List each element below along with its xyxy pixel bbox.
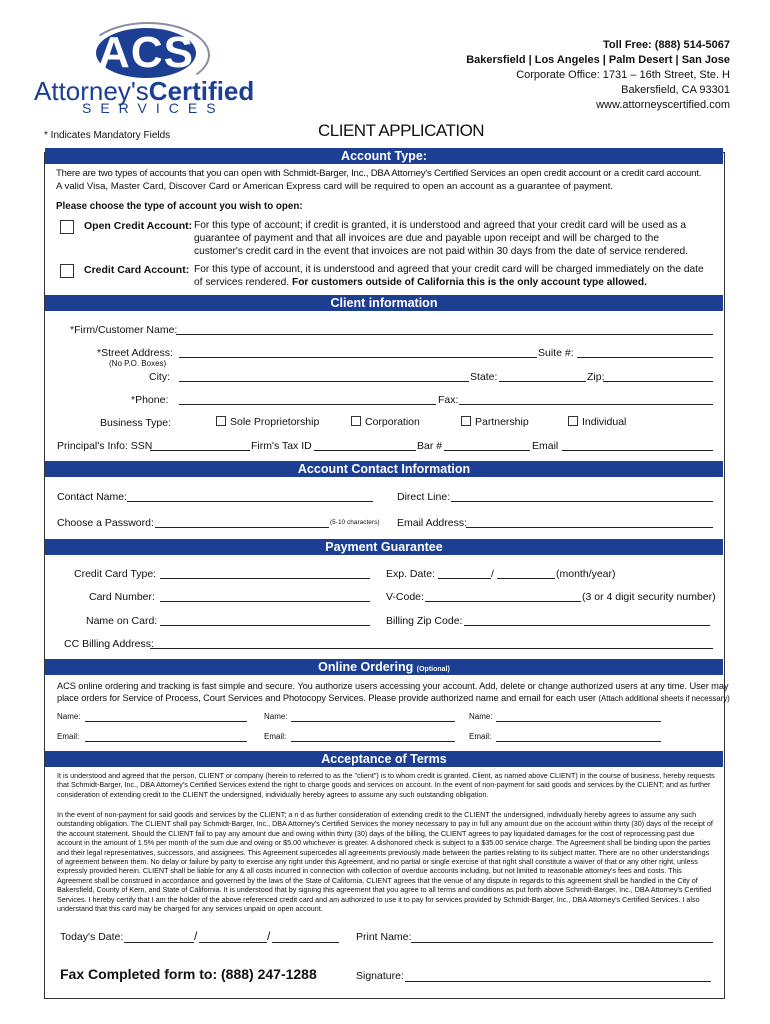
date-day-field[interactable] [199, 942, 267, 943]
billing-zip-label: Billing Zip Code: [386, 615, 463, 627]
card-number-field[interactable] [160, 601, 370, 602]
user2-name-field[interactable] [291, 721, 455, 722]
credit-card-text: For this type of account, it is understood and agreed that your credit card will be charged immediately on the date [194, 264, 704, 275]
terms-paragraph-1: It is understood and agreed that the person, CLIENT or company (herein to referred to as the "client") is to whom credit is granted. Client, as named above CLIENT) in the course of business, hereby requests that Schmidt-Barger, Inc., DBA Attorney's Certified Services extend the right to charge goods and services on account. In the event of non-payment for said goods and services by the CLIENT; and as further consideration of extending credit to the CLIENT the undersigned, individually hereby agrees to assume any such outstanding obligation. [57, 771, 715, 799]
user3-email-field[interactable] [496, 741, 661, 742]
date-slash: / [194, 929, 198, 943]
account-type-header: Account Type: [45, 148, 723, 164]
exp-year-field[interactable] [497, 578, 555, 579]
print-name-field[interactable] [411, 942, 713, 943]
form-title: CLIENT APPLICATION [318, 121, 485, 140]
payment-header: Payment Guarantee [45, 539, 723, 555]
user3-name-field[interactable] [496, 721, 661, 722]
credit-card-label: Credit Card Account: [84, 264, 190, 276]
password-field[interactable] [155, 527, 329, 528]
city-label: City: [149, 371, 170, 383]
principal-email-label: Email [532, 440, 559, 452]
corporate-office: Corporate Office: 1731 – 16th Street, Ste. H [516, 69, 730, 81]
online-text: place orders for Service of Process, Court Services and Photocopy Services. Please provide authorized name and email for each user (Attach additional sheets if necessary) [57, 693, 730, 703]
individual-label: Individual [582, 416, 627, 428]
mandatory-note: * Indicates Mandatory Fields [44, 130, 171, 141]
zip-field[interactable] [603, 381, 713, 382]
phone-field[interactable] [179, 404, 436, 405]
exp-month-field[interactable] [438, 578, 491, 579]
principal-email-field[interactable] [562, 450, 713, 451]
firm-name-label: *Firm/Customer Name: [70, 324, 178, 336]
date-slash: / [267, 929, 271, 943]
logo-services: SERVICES [82, 100, 225, 116]
contact-name-label: Contact Name: [57, 491, 128, 503]
suite-label: Suite #: [538, 347, 574, 359]
suite-field[interactable] [577, 357, 713, 358]
client-info-header: Client information [45, 295, 723, 311]
month-year-hint: (month/year) [556, 568, 616, 580]
print-name-label: Print Name: [356, 931, 412, 943]
user2-name-label: Name: [264, 712, 288, 721]
city-field[interactable] [179, 381, 469, 382]
user2-email-field[interactable] [291, 741, 455, 742]
acs-logo: ACS [96, 28, 196, 78]
exp-date-label: Exp. Date: [386, 568, 436, 580]
street-address-field[interactable] [179, 357, 537, 358]
terms-paragraph-2: In the event of non-payment for said goods and services by the CLIENT; a n d as further consideration of extending credit to the CLIENT the undersigned, individually hereby agrees to assume any such outstanding obligation. The CLIENT shall pay Schmidt-Barger, Inc., DBA Attorney's Certified Services the money necessary to pay in full any amount due on the account within thirty (30) days of the receipt of the account statement. Should the CLIENT fail to pay any amount due and owing within thirty (30) days of the billing, the CLIENT agrees to pay liquidated damages for the cost of reprocessing past due account in the amount of 1.5% per month of the sum due and owing or $5.00 whichever is greater. A dishonored check is subject to a $35.00 service charge. The Agreement shall be binding upon the parties and their legal representatives, successors, and assignees. This Agreement supercedes all agreements previously made between the parties relating to its subject matter. There are no other understandings of agreement between them. No delay or failure by party to exercise any right under this Agreement, and no partial or single exercise of that right shall constitute a waiver of that or any other right, unless expressly provided herein. CLIENT shall be liable for any & all costs incurred in connection with collection of overdue accounts including, but not limited to reasonable attorney's fees and costs. This Agreement shall be construed in accordance and governed by the laws of the State of California. CLIENT agrees that the venue of any dispute in regards to this agreement shall be handled in the City of Bakersfield, County of Kern, and State of California. It is understood that by signing this agreement that you agree to all terms and conditions as put forth above Schmidt-Barger, Inc., DBA Attorney's Certified Services. I hereby certify that I am the holder of the above referenced credit card and am authorized to use it to pay for services provided by Schmidt-Barger, Inc., DBA Attorney's Certified Services. I also understand that this card may be charged for any services unpaid on open account. [57, 810, 713, 914]
card-type-label: Credit Card Type: [74, 568, 157, 580]
direct-line-field[interactable] [451, 501, 713, 502]
user1-name-label: Name: [57, 712, 81, 721]
tax-id-label: Firm's Tax ID [251, 440, 312, 452]
fax-completed-form: Fax Completed form to: (888) 247-1288 [60, 966, 317, 982]
firm-name-field[interactable] [176, 334, 713, 335]
billing-address-label: CC Billing Address: [64, 638, 154, 650]
billing-zip-field[interactable] [464, 625, 710, 626]
billing-address-field[interactable] [150, 648, 713, 649]
todays-date-label: Today's Date: [60, 931, 124, 943]
zip-label: Zip: [587, 371, 605, 383]
partnership-checkbox[interactable] [461, 416, 471, 426]
credit-card-checkbox[interactable] [60, 264, 74, 278]
ssn-label: Principal's Info: SSN [57, 440, 153, 452]
user1-email-field[interactable] [85, 741, 247, 742]
choose-account-prompt: Please choose the type of account you wish to open: [56, 201, 303, 212]
phone-label: *Phone: [131, 394, 169, 406]
user3-email-label: Email: [469, 732, 492, 741]
sole-proprietorship-checkbox[interactable] [216, 416, 226, 426]
password-label: Choose a Password: [57, 517, 154, 529]
bar-number-label: Bar # [417, 440, 443, 452]
ssn-field[interactable] [150, 450, 250, 451]
card-number-label: Card Number: [89, 591, 155, 603]
vcode-field[interactable] [425, 601, 581, 602]
direct-line-label: Direct Line: [397, 491, 451, 503]
signature-field[interactable] [405, 981, 711, 982]
contact-info-header: Account Contact Information [45, 461, 723, 477]
partnership-label: Partnership [475, 416, 529, 428]
contact-email-label: Email Address: [397, 517, 468, 529]
open-credit-text: For this type of account; if credit is granted, it is understood and agreed that your credit card will be used as a [194, 220, 687, 231]
user1-name-field[interactable] [85, 721, 247, 722]
user3-name-label: Name: [469, 712, 493, 721]
logo-wordmark: Attorney'sCertified [34, 76, 255, 106]
fax-field[interactable] [459, 404, 713, 405]
toll-free: Toll Free: (888) 514-5067 [603, 39, 730, 51]
online-text: ACS online ordering and tracking is fast simple and secure. You authorize users accessing your account. Add, delete or change authorized users at any time. User may [57, 681, 729, 691]
sole-proprietorship-label: Sole Proprietorship [230, 416, 320, 428]
corporation-checkbox[interactable] [351, 416, 361, 426]
state-field[interactable] [499, 381, 586, 382]
terms-header: Acceptance of Terms [45, 751, 723, 767]
vcode-label: V-Code: [386, 591, 424, 603]
date-year-field[interactable] [272, 942, 339, 943]
open-credit-label: Open Credit Account: [84, 220, 193, 232]
business-type-label: Business Type: [100, 417, 172, 429]
offices: Bakersfield | Los Angeles | Palm Desert | San Jose [466, 54, 730, 66]
open-credit-text: customer's credit card in the event that invoices are not paid within 30 days from the date of service rendered. [194, 246, 689, 257]
user1-email-label: Email: [57, 732, 80, 741]
vcode-hint: (3 or 4 digit security number) [582, 591, 716, 603]
open-credit-text: guarantee of payment and that all invoices are due and payable upon receipt and will be charged to the [194, 233, 659, 244]
open-credit-checkbox[interactable] [60, 220, 74, 234]
contact-name-field[interactable] [127, 501, 373, 502]
individual-checkbox[interactable] [568, 416, 578, 426]
no-po-boxes-note: (No P.O. Boxes) [109, 359, 167, 368]
corporation-label: Corporation [365, 416, 420, 428]
account-intro-1: There are two types of accounts that you can open with Schmidt-Barger, Inc., DBA Attorney's Certified Services an open credit account or a credit card account. [56, 168, 702, 179]
date-month-field[interactable] [124, 942, 194, 943]
street-address-label: *Street Address: [97, 347, 173, 359]
name-on-card-field[interactable] [160, 625, 370, 626]
online-ordering-header: Online Ordering (Optional) [45, 659, 723, 675]
card-type-field[interactable] [160, 578, 370, 579]
fax-label: Fax: [438, 394, 459, 406]
user2-email-label: Email: [264, 732, 287, 741]
exp-slash: / [491, 568, 494, 580]
city-state: Bakersfield, CA 93301 [621, 84, 730, 96]
contact-email-field[interactable] [466, 527, 713, 528]
credit-card-text: of services rendered. For customers outside of California this is the only account type allowed. [194, 277, 647, 288]
tax-id-field[interactable] [314, 450, 416, 451]
signature-label: Signature: [356, 970, 404, 982]
name-on-card-label: Name on Card: [86, 615, 158, 627]
password-hint: (5-10 characters) [330, 519, 380, 526]
website: www.attorneyscertified.com [596, 99, 730, 111]
bar-number-field[interactable] [444, 450, 530, 451]
account-intro-2: A valid Visa, Master Card, Discover Card or American Express card will be required to open an account as a guarantee of payment. [56, 181, 614, 192]
state-label: State: [470, 371, 498, 383]
